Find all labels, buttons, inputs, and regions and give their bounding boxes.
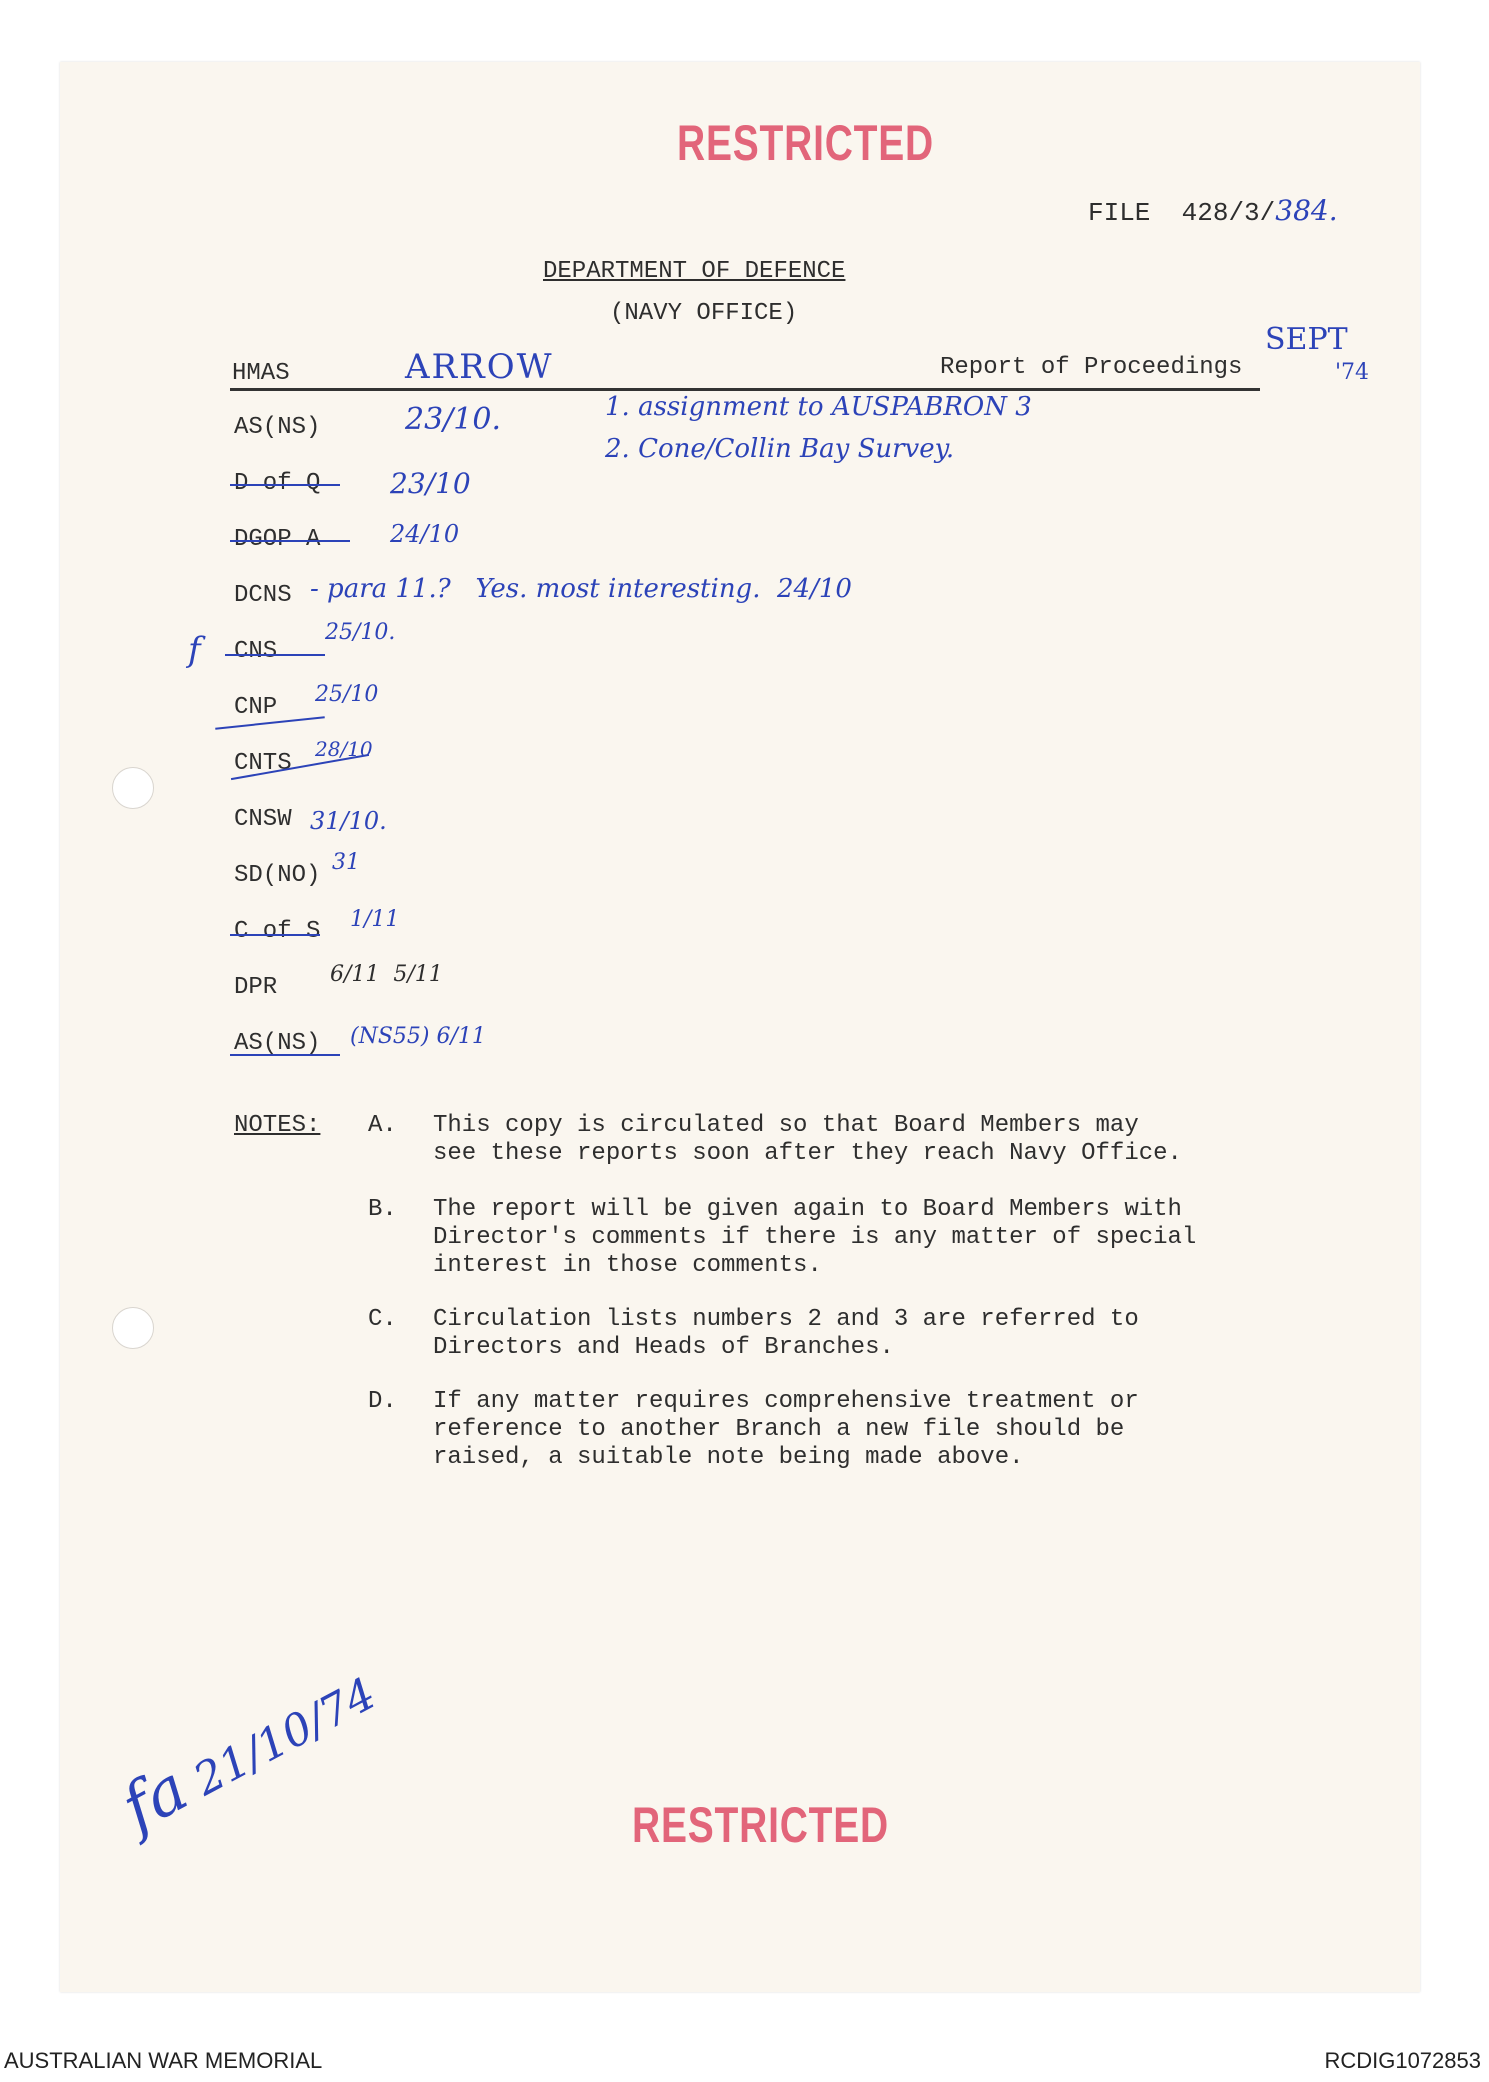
routing-office: SD(NO) — [234, 862, 321, 889]
note-text: If any matter requires comprehensive treatment or reference to another Branch a new file should be raised, a suitable note being made above. — [433, 1388, 1139, 1471]
routing-annotation: 24/10 — [390, 520, 460, 548]
office-title: (NAVY OFFICE) — [610, 300, 798, 327]
routing-annotation: (NS55) 6/11 — [350, 1024, 486, 1049]
strike-mark — [230, 1054, 340, 1056]
routing-office: CNS — [234, 638, 278, 665]
routing-annotation: 25/10. — [325, 620, 396, 645]
routing-annotation: 25/10 — [315, 682, 379, 707]
file-reference — [1088, 194, 1338, 228]
strike-mark — [230, 484, 340, 486]
note-letter: B. — [368, 1196, 397, 1223]
note-text: This copy is circulated so that Board Members may see these reports soon after they reach Navy Office. — [433, 1112, 1182, 1167]
routing-office: CNSW — [234, 806, 292, 833]
routing-annotation: - para 11.? Yes. most interesting. 24/10 — [310, 574, 852, 604]
routing-annotation: 31/10. — [310, 807, 387, 835]
note-letter: D. — [368, 1388, 397, 1415]
notes-heading: NOTES: — [234, 1112, 321, 1139]
restricted-stamp-top: RESTRICTED — [677, 115, 934, 171]
handwritten-date-text: 21/10/74 — [185, 1668, 385, 1806]
footer-left: AUSTRALIAN WAR MEMORIAL — [4, 2048, 323, 2073]
routing-office: DPR — [234, 974, 278, 1001]
routing-office: DGOP A — [234, 526, 321, 553]
strike-mark — [230, 934, 320, 936]
file-number: 428/3/ — [1181, 198, 1276, 228]
routing-office: D of Q — [234, 470, 321, 497]
routing-annotation: 23/10 — [390, 467, 471, 500]
note-text: The report will be given again to Board Members with Director's comments if there is any matter of special interest in those comments. — [433, 1196, 1197, 1279]
routing-office: CNTS — [234, 750, 292, 777]
strike-mark — [230, 540, 350, 542]
header-rule — [230, 388, 1260, 391]
routing-office: AS(NS) — [234, 1030, 321, 1057]
routing-annotation: 23/10. — [405, 402, 501, 437]
routing-annotation: 1/11 — [350, 907, 400, 932]
routing-office: CNP — [234, 694, 278, 721]
ship-name: ARROW — [405, 347, 554, 387]
document-page — [60, 62, 1420, 1992]
restricted-stamp-bottom: RESTRICTED — [632, 1797, 889, 1853]
initial-mark: f — [188, 630, 201, 670]
subject-line-2: 2. Cone/Collin Bay Survey. — [605, 434, 955, 464]
punch-hole — [112, 1307, 154, 1349]
note-text: Circulation lists numbers 2 and 3 are referred to Directors and Heads of Branches. — [433, 1306, 1139, 1361]
routing-annotation: 28/10 — [315, 737, 373, 761]
department-title: DEPARTMENT OF DEFENCE — [543, 258, 846, 285]
strike-mark — [225, 654, 325, 656]
note-letter: C. — [368, 1306, 397, 1333]
routing-annotation: 31 — [332, 850, 360, 875]
report-year: '74 — [1335, 360, 1370, 385]
footer-right: RCDIG1072853 — [1324, 2048, 1481, 2073]
hmas-label: HMAS — [232, 360, 290, 387]
file-label: FILE — [1088, 198, 1151, 228]
initials-mark: fa — [110, 1751, 200, 1846]
file-number-handwritten: 384. — [1275, 194, 1338, 227]
report-label: Report of Proceedings — [940, 354, 1243, 381]
handwritten-date — [110, 1652, 386, 1846]
subject-line-1: 1. assignment to AUSPABRON 3 — [605, 392, 1032, 422]
note-letter: A. — [368, 1112, 397, 1139]
routing-office: AS(NS) — [234, 414, 321, 441]
report-month: SEPT — [1265, 322, 1348, 357]
routing-office: DCNS — [234, 582, 292, 609]
punch-hole — [112, 767, 154, 809]
routing-office: C of S — [234, 918, 321, 945]
routing-annotation: 6/11 5/11 — [330, 962, 443, 987]
